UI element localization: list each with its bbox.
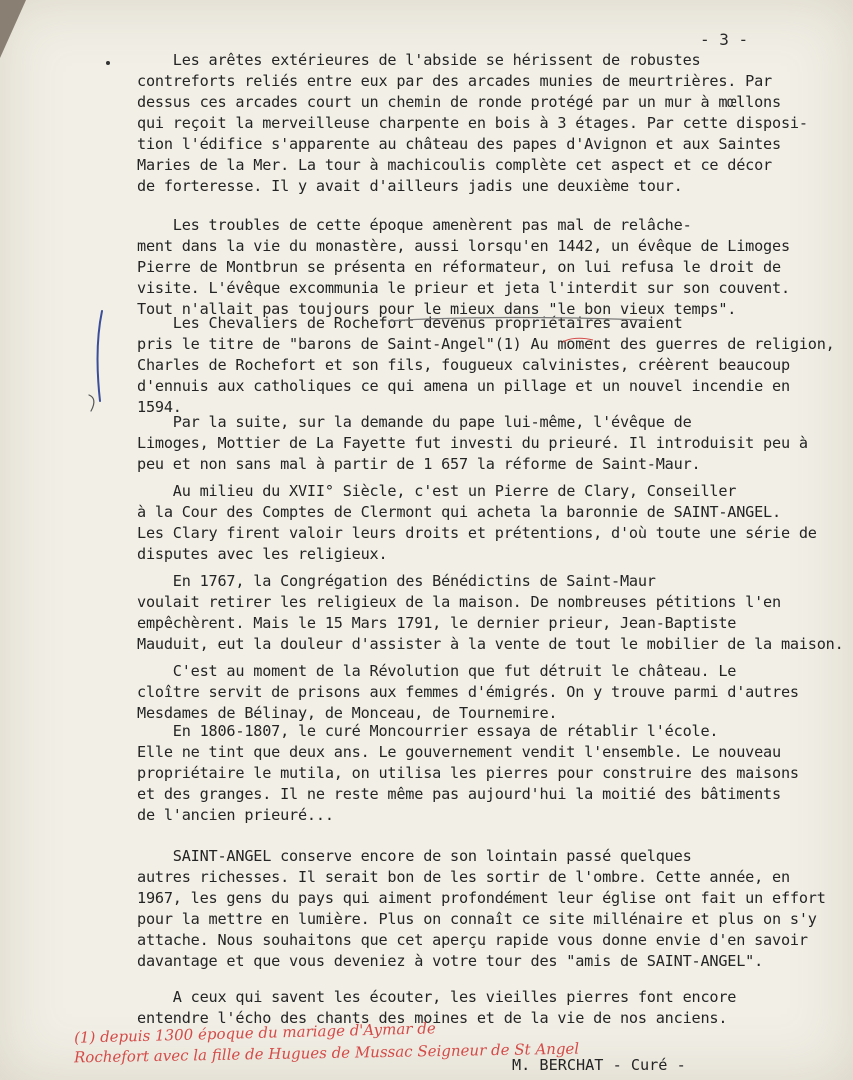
paragraph-1806: En 1806-1807, le curé Moncourrier essaya de rétablir l'école. Elle ne tint que deux ans. Le gouvernement vendit l'ensemble. Le nouveau propriétaire le mutila, on utilisa les pierres pour construire des maisons et des granges. Il ne reste même pas aujourd'hui la moitié des bâtiments de l'ancien prieuré... [137, 722, 799, 824]
paragraph-revolution: C'est au moment de la Révolution que fut détruit le château. Le cloître servit de prisons aux femmes d'émigrés. On y trouve parmi d'autres Mesdames de Bélinay, de Monceau, de Tournemire. [137, 662, 799, 722]
handwritten-note-line: (1) depuis 1300 époque du mariage d'Aymar de [73, 1019, 436, 1047]
paragraph-ecouter: A ceux qui savent les écouter, les vieilles pierres font encore entendre l'écho des chants des moines et de la vie de nos anciens. [137, 988, 737, 1027]
paragraph-chevaliers: Les Chevaliers de Rochefort devenus propriétaires avaient pris le titre de "barons de Saint-Angel"(1) Au moment des guerres de religion, Charles de Rochefort et son fils, fougueux calvinistes, créèrent beaucoup d'ennuis aux catholiques ce qui amena un pillage et un nouvel incendie en 1594. [137, 314, 835, 416]
page-number: - 3 - [700, 30, 749, 49]
ink-dot [106, 61, 110, 65]
paragraph-troubles: Les troubles de cette époque amenèrent pas mal de relâche- ment dans la vie du monastère, aussi lorsqu'en 1442, un évêque de Limoges Pierre de Montbrun se présenta en réformateur, on lui refusa le droit de visite. L'évêque excommunia le prieur et jeta l'interdit sur son couvent. Tout n'allait pas toujours pour le mieux dans "le bon vieux temps". [137, 216, 790, 318]
signature-line: M. BERCHAT - Curé - [512, 1056, 686, 1074]
paragraph-1767: En 1767, la Congrégation des Bénédictins de Saint-Maur voulait retirer les religieux de la maison. De nombreuses pétitions l'en empêchèrent. Mais le 15 Mars 1791, le dernier prieur, Jean-Baptiste Mauduit, eut la douleur d'assister à la vente de tout le mobilier de la maison. [137, 572, 844, 653]
paragraph-suite: Par la suite, sur la demande du pape lui-même, l'évêque de Limoges, Mottier de La Fayette fut investi du prieuré. Il introduisit peu à peu et non sans mal à partir de 1 657 la réforme de Saint-Maur. [137, 413, 808, 473]
paragraph-conserve: SAINT-ANGEL conserve encore de son lointain passé quelques autres richesses. Il serait bon de les sortir de l'ombre. Cette année, en 1967, les gens du pays qui aiment profondément leur église ont fait un effort pour la mettre en lumière. Plus on connaît ce site millénaire et plus on s'y attache. Nous souhaitons que cet aperçu rapide vous donne envie d'en savoir davantage et que vous deveniez à votre tour des "amis de SAINT-ANGEL". [137, 847, 826, 970]
paragraph-abside: Les arêtes extérieures de l'abside se hérissent de robustes contreforts reliés entre eux par des arcades munies de meurtrières. Par dessus ces arcades court un chemin de ronde protégé par un mur à mœllons qui reçoit la merveilleuse charpente en bois à 3 étages. Par cette disposi- tion l'édifice s'apparente au château des papes d'Avignon et aux Saintes Maries de la Mer. La tour à machicoulis complète cet aspect et ce décor de forteresse. Il y avait d'ailleurs jadis une deuxième tour. [137, 51, 808, 195]
torn-corner [0, 0, 26, 58]
margin-bracket-mark [80, 305, 120, 430]
handwritten-note-line: Rochefort avec la fille de Hugues de Mussac Seigneur de St Angel [73, 1039, 580, 1067]
paragraph-clary: Au milieu du XVII° Siècle, c'est un Pierre de Clary, Conseiller à la Cour des Comptes de Clermont qui acheta la baronnie de SAINT-ANGEL. Les Clary firent valoir leurs droits et prétentions, d'où toute une série de disputes avec les religieux. [137, 482, 817, 563]
